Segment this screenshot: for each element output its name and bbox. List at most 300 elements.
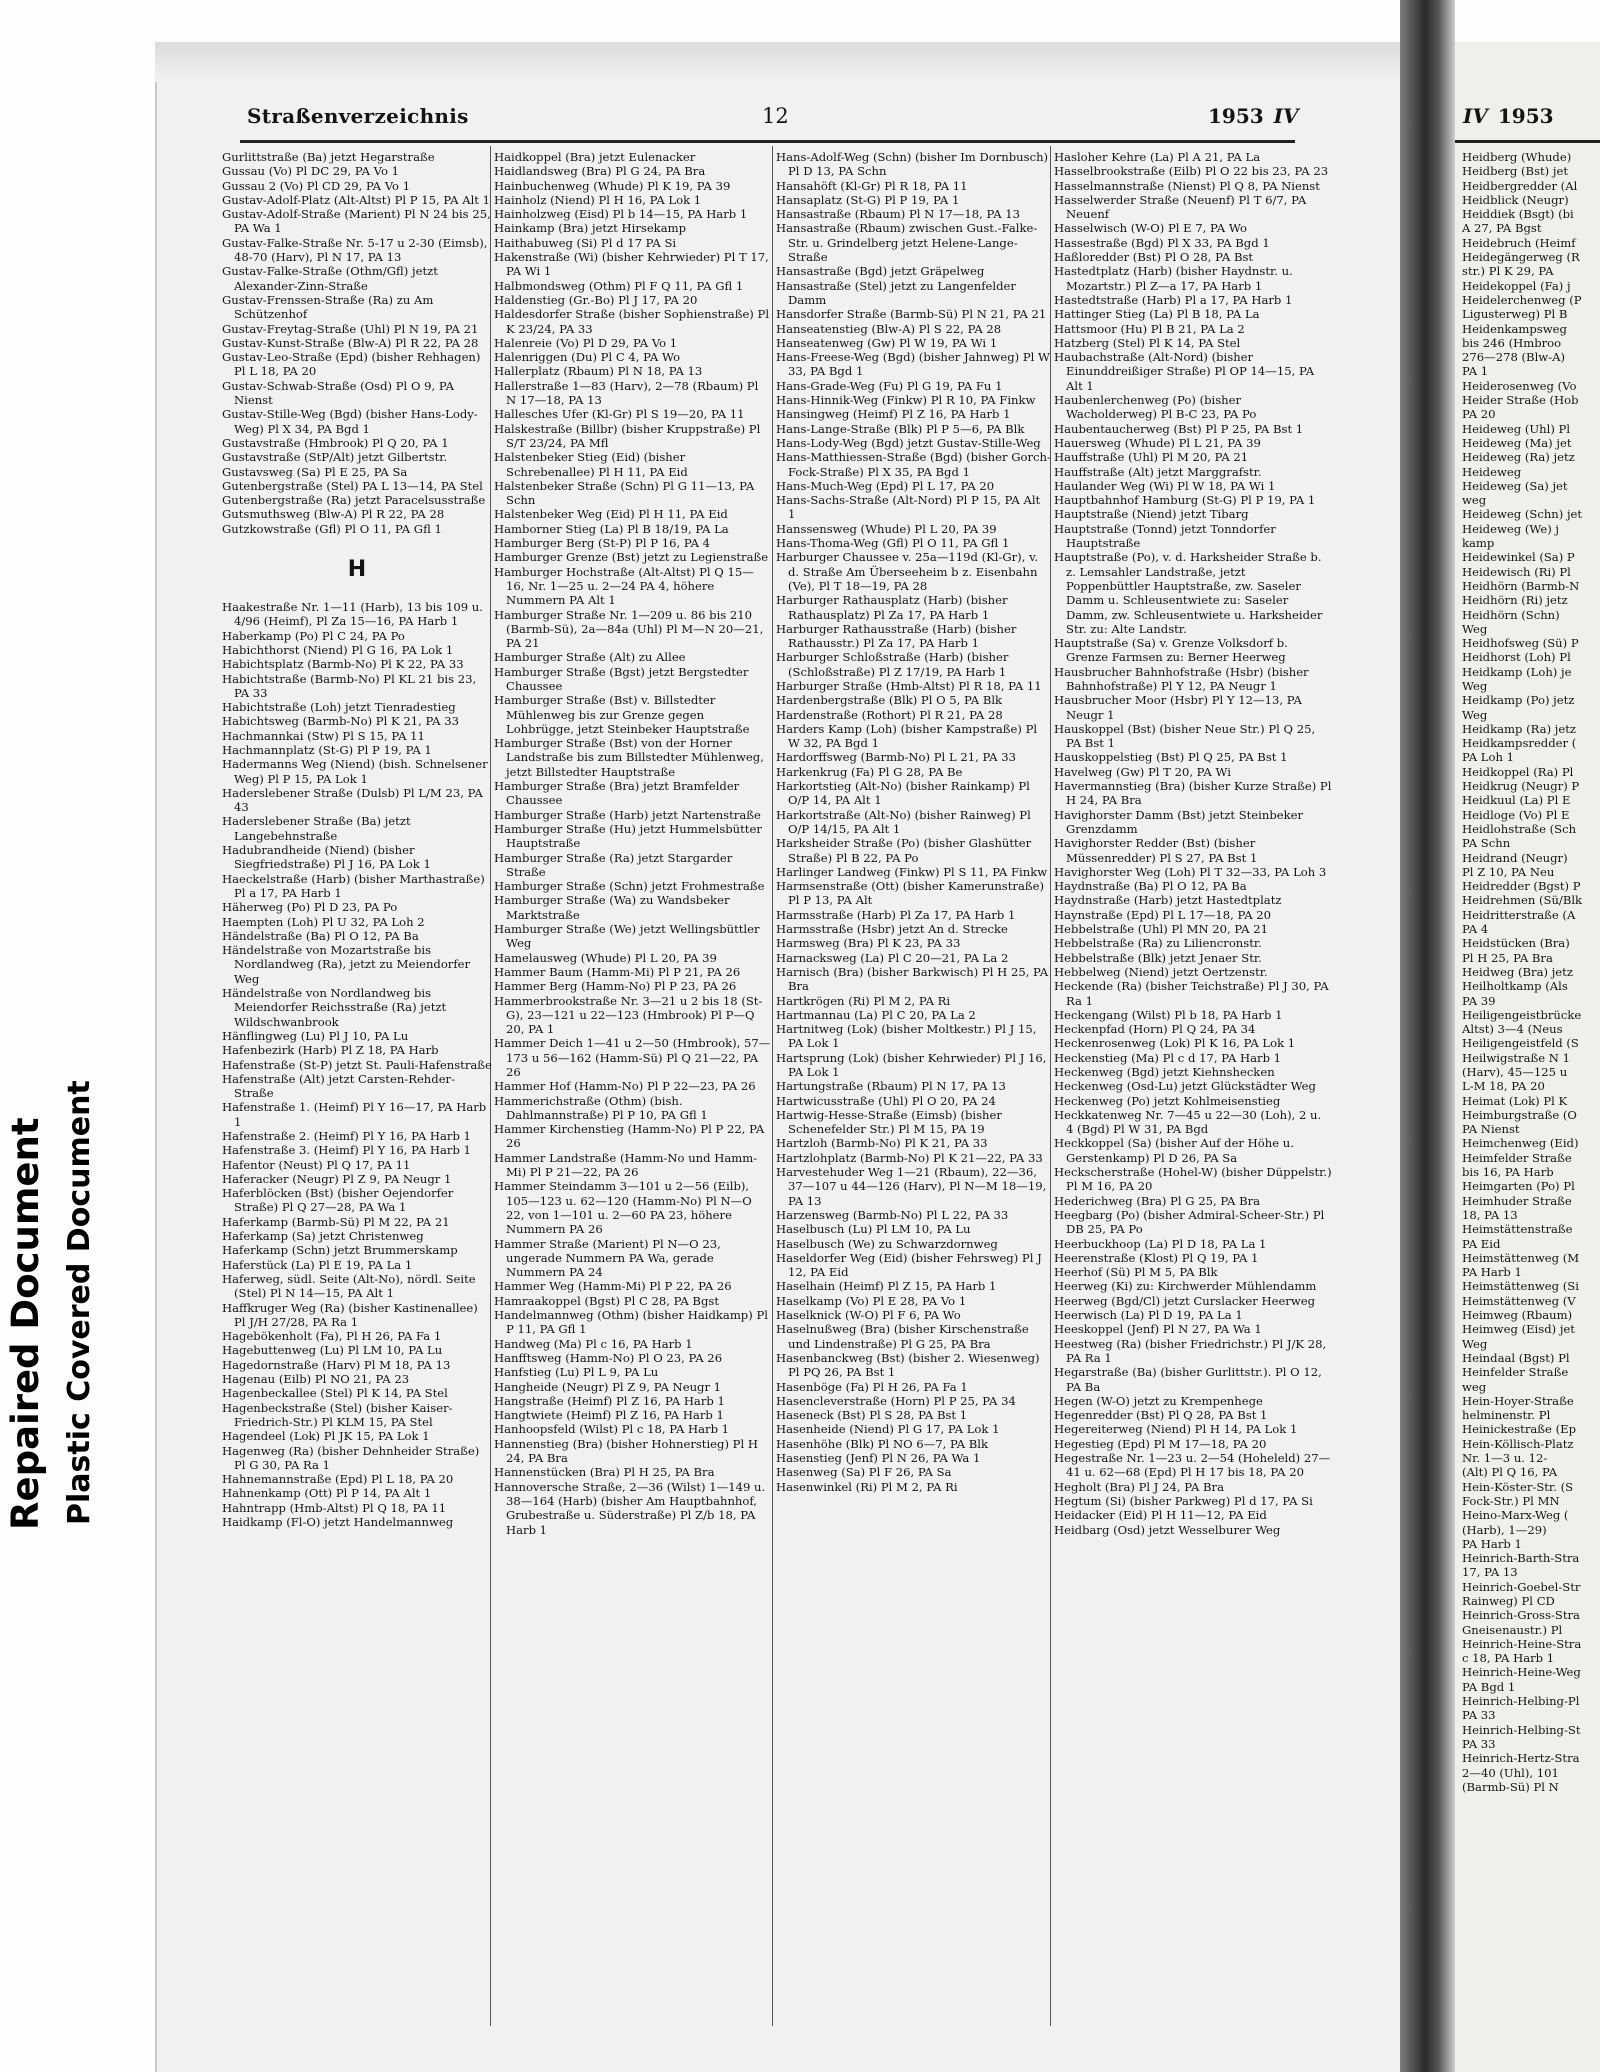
facing-page-entry: Heidstücken (Bra)	[1462, 936, 1570, 951]
street-entry: Hainholz (Niend) Pl H 16, PA Lok 1	[494, 192, 702, 207]
street-entry: Hallerplatz (Rbaum) Pl N 18, PA 13	[494, 364, 703, 379]
street-entry: Hauffstraße (Alt) jetzt Marggrafstr.	[1054, 464, 1262, 479]
facing-page-entry: Pl H 25, PA Bra	[1462, 950, 1553, 965]
facing-page-entry: 276—278 (Blw-A)	[1462, 350, 1566, 365]
street-entry: Harkenkrug (Fa) Pl G 28, PA Be	[776, 764, 963, 779]
facing-page-entry: PA Loh 1	[1462, 750, 1515, 765]
street-entry: Heerenstraße (Klost) Pl Q 19, PA 1	[1054, 1250, 1259, 1265]
facing-page-entry: Heidrand (Neugr)	[1462, 850, 1568, 865]
street-entry: Heckende (Ra) (bisher Teichstraße) Pl J 30, PA Ra 1	[1054, 979, 1329, 1008]
street-entry: Hansaplatz (St-G) Pl P 19, PA 1	[776, 192, 960, 207]
street-entry: Hamburger Straße (Bra) jetzt Bramfelder Chaussee	[494, 779, 740, 808]
street-entry: Hasselwisch (W-O) Pl E 7, PA Wo	[1054, 221, 1247, 236]
street-entry: Haselhain (Heimf) Pl Z 15, PA Harb 1	[776, 1279, 997, 1294]
street-entry: Haselkamp (Vo) Pl E 28, PA Vo 1	[776, 1293, 967, 1308]
street-entry: Haempten (Loh) Pl U 32, PA Loh 2	[222, 914, 425, 929]
facing-page-entry: Ligusterweg) Pl B	[1462, 307, 1568, 322]
facing-page-entry: str.) Pl K 29, PA	[1462, 264, 1554, 279]
street-entry: Hammerichstraße (Othm) (bish. Dahlmannstraße) Pl P 10, PA Gfl 1	[494, 1093, 708, 1122]
street-entry: Heerhof (Sü) Pl M 5, PA Blk	[1054, 1265, 1218, 1280]
street-entry: Halenriggen (Du) Pl C 4, PA Wo	[494, 350, 681, 365]
facing-page-entry: helminenstr. Pl	[1462, 1408, 1551, 1423]
street-entry: Hafenstraße (Alt) jetzt Carsten-Rehder-Straße	[222, 1071, 456, 1101]
street-column-2	[494, 150, 772, 2050]
street-entry: Hammer Hof (Hamm-No) Pl P 22—23, PA 26	[494, 1079, 756, 1094]
street-entry: Hangheide (Neugr) Pl Z 9, PA Neugr 1	[494, 1379, 722, 1394]
street-entry: Hansahöft (Kl-Gr) Pl R 18, PA 11	[776, 178, 968, 193]
street-entry: Hanssensweg (Whude) Pl L 20, PA 39	[776, 521, 997, 536]
street-entry: Hagenbeckallee (Stel) Pl K 14, PA Stel	[222, 1386, 448, 1401]
facing-page-entry: bis 246 (Hmbroo	[1462, 335, 1562, 350]
street-entry: Haferweg, südl. Seite (Alt-No), nördl. Seite (Stel) Pl N 14—15, PA Alt 1	[222, 1271, 476, 1301]
street-entry: Hammer Kirchenstieg (Hamm-No) Pl P 22, PA 26	[494, 1122, 765, 1151]
facing-page-entry: Heideweg (Uhl) Pl	[1462, 421, 1571, 436]
facing-page-entry: L-M 18, PA 20	[1462, 1079, 1545, 1094]
street-entry: Gustav-Leo-Straße (Epd) (bisher Rehhagen) Pl L 18, PA 20	[222, 350, 481, 379]
street-entry: Heeskoppel (Jenf) Pl N 27, PA Wa 1	[1054, 1322, 1262, 1337]
street-entry: Hegestieg (Epd) Pl M 17—18, PA 20	[1054, 1436, 1267, 1451]
facing-page-entry: Heinrich-Heine-Weg	[1462, 1665, 1581, 1680]
facing-page-entry: c 18, PA Harb 1	[1462, 1651, 1555, 1666]
facing-page-entry: kamp	[1462, 536, 1495, 551]
facing-page-entry: weg	[1462, 493, 1487, 508]
edition-year: 1953	[1208, 104, 1264, 128]
page-title: Straßenverzeichnis	[247, 104, 469, 128]
facing-page-entry: Rainweg) Pl CD	[1462, 1593, 1555, 1608]
street-entry: Hans-Lange-Straße (Blk) Pl P 5—6, PA Blk	[776, 421, 1025, 436]
facing-page-entry: PA 33	[1462, 1736, 1496, 1751]
street-entry: Haldesdorfer Straße (bisher Sophienstraße) Pl K 23/24, PA 33	[494, 307, 770, 336]
street-entry: Gustav-Frenssen-Straße (Ra) zu Am Schützenhof	[222, 292, 434, 322]
street-entry: Hamburger Straße (Wa) zu Wandsbeker Marktstraße	[494, 893, 730, 922]
street-entry: Harburger Chaussee v. 25a—119d (Kl-Gr), v. d. Straße Am Überseeheim b z. Eisenbahn (Ve), Pl T 18—19, PA 28	[776, 550, 1038, 593]
street-entry: Harvestehuder Weg 1—21 (Rbaum), 22—36, 37—107 u 44—126 (Harv), Pl N—M 18—19, PA 13	[776, 1165, 1047, 1208]
street-entry: Haubentaucherweg (Bst) Pl P 25, PA Bst 1	[1054, 421, 1304, 436]
street-entry: Harburger Rathausplatz (Harb) (bisher Rathausplatz) Pl Za 17, PA Harb 1	[776, 593, 1008, 622]
facing-page-entry: Heimchenweg (Eid)	[1462, 1136, 1579, 1151]
street-entry: Hammer Deich 1—41 u 2—50 (Hmbrook), 57—173 u 56—162 (Hamm-Sü) Pl Q 21—22, PA 26	[494, 1036, 771, 1079]
street-entry: Hauptstraße (Po), v. d. Harksheider Straße b. z. Lemsahler Landstraße, jetzt Poppenbüttler Hauptstraße, zw. Saseler Damm u. Schleusentwiete zu: Saseler Damm, zw. Schleusentwiete u. Harksheider Str. zu: Alte Landstr.	[1054, 550, 1323, 636]
street-entry: Hauptstraße (Niend) jetzt Tibarg	[1054, 507, 1249, 522]
street-entry: Heckengang (Wilst) Pl b 18, PA Harb 1	[1054, 1007, 1283, 1022]
facing-page-entry: 17, PA 13	[1462, 1565, 1518, 1580]
facing-page-entry: Heinrich-Hertz-Stra	[1462, 1751, 1580, 1766]
street-entry: Hagenbeckstraße (Stel) (bisher Kaiser-Friedrich-Str.) Pl KLM 15, PA Stel	[222, 1400, 453, 1429]
facing-page-entry: (Harv), 45—125 u	[1462, 1065, 1568, 1079]
street-entry: Hadubrandheide (Niend) (bisher Siegfriedstraße) Pl J 16, PA Lok 1	[222, 843, 431, 872]
facing-page-entry: Heidweg (Bra) jetz	[1462, 964, 1573, 979]
street-column-1	[222, 150, 492, 2050]
street-entry: Hattinger Stieg (La) Pl B 18, PA La	[1054, 307, 1260, 322]
street-entry: Habichthorst (Niend) Pl G 16, PA Lok 1	[222, 642, 454, 657]
street-entry: Hartzloh (Barmb-No) Pl K 21, PA 33	[776, 1136, 988, 1151]
street-entry: Heckkatenweg Nr. 7—45 u 22—30 (Loh), 2 u. 4 (Bgd) Pl W 31, PA Bgd	[1054, 1107, 1322, 1137]
facing-page-entry: PA 4	[1462, 922, 1489, 937]
street-entry: Gustav-Adolf-Straße (Marient) Pl N 24 bis 25, PA Wa 1	[222, 207, 491, 236]
street-entry: Hanfftsweg (Hamm-No) Pl O 23, PA 26	[494, 1350, 723, 1365]
facing-page-entry: Heidewisch (Ri) Pl	[1462, 564, 1571, 579]
facing-page-entry: Altst) 3—4 (Neus	[1462, 1022, 1563, 1037]
facing-page-entry: Heidblick (Neugr)	[1462, 192, 1569, 207]
street-entry: Händelstraße von Mozartstraße bis Nordlandweg (Ra), jetzt zu Meiendorfer Weg	[222, 943, 471, 986]
street-entry: Hans-Much-Weg (Epd) Pl L 17, PA 20	[776, 478, 995, 493]
street-entry: Gustav-Adolf-Platz (Alt-Altst) Pl P 15, PA Alt 1	[222, 192, 491, 207]
facing-page-entry: Heimstättenweg (V	[1462, 1293, 1576, 1308]
street-entry: Harmsenstraße (Ott) (bisher Kamerunstraße) Pl P 13, PA Alt	[776, 879, 1044, 908]
facing-page-entry: Heidbergredder (Al	[1462, 178, 1578, 193]
street-entry: Hamburger Straße (Schn) jetzt Frohmestraße	[494, 879, 765, 894]
street-entry: Halstenbeker Straße (Schn) Pl G 11—13, PA Schn	[494, 478, 755, 508]
facing-page-entry: (Harb), 1—29)	[1462, 1522, 1547, 1537]
street-entry: Haydnstraße (Harb) jetzt Hastedtplatz	[1054, 893, 1282, 908]
street-entry: Hasselbrookstraße (Eilb) Pl O 22 bis 23, PA 23	[1054, 164, 1329, 179]
street-entry: Hallesches Ufer (Kl-Gr) Pl S 19—20, PA 11	[494, 407, 745, 422]
street-entry: Hegestraße Nr. 1—23 u. 2—54 (Hoheleld) 27—41 u. 62—68 (Epd) Pl H 17 bis 18, PA 20	[1054, 1451, 1331, 1480]
street-entry: Hauskoppel (Bst) (bisher Neue Str.) Pl Q 25, PA Bst 1	[1054, 721, 1316, 751]
street-entry: Hartwicusstraße (Uhl) Pl O 20, PA 24	[776, 1093, 996, 1108]
street-entry: Hamburger Straße (Bgst) jetzt Bergstedter Chaussee	[494, 664, 749, 693]
street-entry: Harmsweg (Bra) Pl K 23, PA 33	[776, 936, 961, 951]
street-entry: Gutenbergstraße (Stel) PA L 13—14, PA Stel	[222, 478, 483, 493]
street-entry: Hafentor (Neust) Pl Q 17, PA 11	[222, 1157, 411, 1172]
street-entry: Hakenstraße (Wi) (bisher Kehrwieder) Pl T 17, PA Wi 1	[494, 250, 769, 279]
street-entry: Hartwig-Hesse-Straße (Eimsb) (bisher Schenefelder Str.) Pl M 15, PA 19	[776, 1107, 1002, 1137]
street-entry: Gustav-Falke-Straße (Othm/Gfl) jetzt Alexander-Zinn-Straße	[222, 264, 438, 293]
street-entry: Hammer Steindamm 3—101 u 2—56 (Eilb), 105—123 u. 62—120 (Hamm-No) Pl N—O 22, von 1—101 u. 2—60 PA 23, höhere Nummern PA 26	[494, 1179, 752, 1237]
facing-page-entry: A 27, PA Bgst	[1462, 221, 1542, 236]
street-entry: Hauffstraße (Uhl) Pl M 20, PA 21	[1054, 450, 1249, 465]
street-entry: Haderslebener Straße (Dulsb) Pl L/M 23, PA 43	[222, 785, 483, 815]
street-entry: Hans-Matthiessen-Straße (Bgd) (bisher Gorch-Fock-Straße) Pl X 35, PA Bgd 1	[776, 450, 1051, 479]
street-entry: Hanseatenweg (Gw) Pl W 19, PA Wi 1	[776, 335, 998, 350]
street-entry: Hartsprung (Lok) (bisher Kehrwieder) Pl J 16, PA Lok 1	[776, 1050, 1047, 1079]
street-entry: Hatzberg (Stel) Pl K 14, PA Stel	[1054, 335, 1241, 350]
street-entry: Hauptbahnhof Hamburg (St-G) Pl P 19, PA 1	[1054, 493, 1316, 508]
street-entry: Gutsmuthsweg (Blw-A) Pl R 22, PA 28	[222, 507, 445, 522]
street-entry: Hamburger Straße (Harb) jetzt Nartenstraße	[494, 807, 761, 822]
facing-page-entry: 2—40 (Uhl), 101	[1462, 1765, 1559, 1780]
facing-page-entry: Heindaal (Bgst) Pl	[1462, 1350, 1570, 1365]
facing-year: 1953	[1497, 104, 1554, 128]
street-entry: Gustavstraße (StP/Alt) jetzt Gilbertstr.	[222, 450, 448, 465]
street-entry: Halskestraße (Billbr) (bisher Kruppstraße) Pl S/T 23/24, PA Mfl	[494, 421, 761, 450]
street-entry: Habichtsweg (Barmb-No) Pl K 21, PA 33	[222, 714, 459, 729]
facing-page-entry: Heidekoppel (Fa) j	[1462, 278, 1571, 293]
column-divider	[772, 146, 773, 2026]
facing-page-entry: Heinrich-Helbing-St	[1462, 1722, 1581, 1737]
street-entry: Hafenstraße 2. (Heimf) Pl Y 16, PA Harb 1	[222, 1129, 471, 1143]
facing-page-entry: PA Eid	[1462, 1236, 1501, 1251]
edition-label	[1208, 104, 1299, 128]
street-entry: Hafenstraße 3. (Heimf) Pl Y 16, PA Harb 1	[222, 1143, 471, 1158]
street-entry: Heckenweg (Po) jetzt Kohlmeisenstieg	[1054, 1093, 1281, 1108]
street-entry: Gustav-Freytag-Straße (Uhl) Pl N 19, PA 21	[222, 321, 479, 336]
facing-page-entry: Heidkamp (Ra) jetz	[1462, 721, 1577, 736]
street-entry: Hannenstücken (Bra) Pl H 25, PA Bra	[494, 1465, 715, 1480]
facing-page-entry: Hein-Köster-Str. (S	[1462, 1479, 1574, 1494]
street-entry: Haferblöcken (Bst) (bisher Oejendorfer Straße) Pl Q 27—28, PA Wa 1	[222, 1186, 454, 1215]
street-entry: Hamborner Stieg (La) Pl B 18/19, PA La	[494, 521, 729, 536]
facing-page-entry: Heinrich-Goebel-Str	[1462, 1579, 1581, 1594]
street-entry: Hauersweg (Whude) Pl L 21, PA 39	[1054, 435, 1261, 450]
facing-page-entry: Heidrehmen (Sü/Blk	[1462, 893, 1583, 908]
facing-page-entry: weg	[1462, 1379, 1487, 1394]
street-entry: Hamburger Straße (Bst) v. Billstedter Mühlenweg bis zur Grenze gegen Lohbrügge, jetzt Steinbeker Hauptstraße	[494, 693, 750, 736]
facing-page-entry: PA 39	[1462, 993, 1496, 1008]
street-entry: Haynstraße (Epd) Pl L 17—18, PA 20	[1054, 907, 1272, 922]
street-entry: Hasenbanckweg (Bst) (bisher 2. Wiesenweg) Pl PQ 26, PA Bst 1	[776, 1350, 1040, 1380]
street-entry: Heckenrosenweg (Lok) Pl K 16, PA Lok 1	[1054, 1036, 1296, 1051]
street-entry: Haselbusch (We) zu Schwarzdornweg	[776, 1236, 998, 1251]
facing-page-entry: PA Bgd 1	[1462, 1679, 1516, 1694]
facing-page-entry: Nr. 1—3 u. 12-	[1462, 1451, 1548, 1466]
street-entry: Handelmannweg (Othm) (bisher Haidkamp) Pl P 11, PA Gfl 1	[494, 1308, 768, 1337]
street-entry: Harzensweg (Barmb-No) Pl L 22, PA 33	[776, 1207, 1009, 1222]
facing-page-entry: Pl Z 10, PA Neu	[1462, 864, 1555, 879]
street-entry: Handweg (Ma) Pl c 16, PA Harb 1	[494, 1336, 693, 1351]
street-entry: Hansastraße (Stel) jetzt zu Langenfelder Damm	[776, 278, 1016, 307]
facing-page-entry: PA Harb 1	[1462, 1536, 1522, 1551]
facing-page-entry: Weg	[1462, 621, 1488, 636]
street-entry: Hauptstraße (Sa) v. Grenze Volksdorf b. Grenze Farmsen zu: Berner Heerweg	[1054, 636, 1288, 665]
facing-page-entry: Weg	[1462, 678, 1488, 693]
street-entry: Hammer Landstraße (Hamm-No und Hamm-Mi) Pl P 21—22, PA 26	[494, 1150, 758, 1180]
street-entry: Haydnstraße (Ba) Pl O 12, PA Ba	[1054, 879, 1247, 894]
street-entry: Haferkamp (Barmb-Sü) Pl M 22, PA 21	[222, 1214, 450, 1229]
facing-page-entry: Heimburgstraße (O	[1462, 1107, 1577, 1122]
street-entry: Gurlittstraße (Ba) jetzt Hegarstraße	[222, 150, 435, 164]
street-entry: Hamburger Straße (Ra) jetzt Stargarder Straße	[494, 850, 733, 879]
facing-page-entry: Heimstättenweg (M	[1462, 1250, 1580, 1265]
facing-page-entry: Heimat (Lok) Pl K	[1462, 1093, 1568, 1108]
street-entry: Heerweg (Ki) zu: Kirchwerder Mühlendamm	[1054, 1279, 1317, 1294]
facing-page-entry: 18, PA 13	[1462, 1207, 1518, 1222]
facing-page-entry: Heidhofsweg (Sü) P	[1462, 636, 1579, 651]
facing-page-entry: Heidkuul (La) Pl E	[1462, 793, 1571, 808]
facing-page-entry: Heiligengeistfeld (S	[1462, 1036, 1579, 1051]
street-entry: Heidacker (Eid) Pl H 11—12, PA Eid	[1054, 1508, 1267, 1523]
street-entry: Hamburger Hochstraße (Alt-Altst) Pl Q 15—16, Nr. 1—25 u. 2—24 PA 4, höhere Nummern PA Alt 1	[494, 564, 754, 608]
street-entry: Haselnußweg (Bra) (bisher Kirschenstraße und Lindenstraße) Pl G 25, PA Bra	[776, 1322, 1029, 1351]
street-entry: Hainkamp (Bra) jetzt Hirsekamp	[494, 221, 687, 236]
facing-page-entry: Weg	[1462, 707, 1488, 722]
facing-page-entry: Heinrich-Heine-Stra	[1462, 1636, 1582, 1651]
street-entry: Hasenweg (Sa) Pl F 26, PA Sa	[776, 1465, 952, 1480]
street-entry: Hahntrapp (Hmb-Altst) Pl Q 18, PA 11	[222, 1500, 447, 1515]
facing-page-entry: Heidredder (Bgst) P	[1462, 879, 1581, 894]
page-number: 12	[762, 104, 789, 128]
facing-page-entry: Heider Straße (Hob	[1462, 393, 1579, 408]
street-entry: Harmsstraße (Harb) Pl Za 17, PA Harb 1	[776, 907, 1016, 922]
facing-page-entry: Heidhörn (Schn)	[1462, 607, 1560, 622]
street-entry: Hasenheide (Niend) Pl G 17, PA Lok 1	[776, 1422, 1000, 1437]
street-entry: Hammer Berg (Hamm-No) Pl P 23, PA 26	[494, 979, 737, 994]
facing-page-entry: Hein-Hoyer-Straße	[1462, 1393, 1574, 1408]
facing-page-entry: Heinfelder Straße	[1462, 1365, 1569, 1380]
street-entry: Gussau 2 (Vo) Pl CD 29, PA Vo 1	[222, 178, 411, 193]
street-entry: Havighorster Redder (Bst) (bisher Müssenredder) Pl S 27, PA Bst 1	[1054, 836, 1258, 865]
street-entry: Harnackswеg (La) Pl C 20—21, PA La 2	[776, 950, 1009, 965]
street-entry: Harburger Schloßstraße (Harb) (bisher (Schloßstraße) Pl Z 17/19, PA Harb 1	[776, 650, 1009, 679]
facing-page-entry: Heideweg (Ra) jetz	[1462, 450, 1575, 465]
street-entry: Haferkamp (Sa) jetzt Christenweg	[222, 1229, 424, 1244]
facing-page-header	[1463, 104, 1554, 128]
street-entry: Harburger Rathausstraße (Harb) (bisher Rathausstr.) Pl Za 17, PA Harb 1	[776, 621, 1017, 651]
street-entry: Händelstraße (Ba) Pl O 12, PA Ba	[222, 928, 419, 943]
street-entry: Hachmannplatz (St-G) Pl P 19, PA 1	[222, 742, 432, 757]
street-entry: Hans-Thoma-Weg (Gfl) Pl O 11, PA Gfl 1	[776, 536, 1010, 551]
street-entry: Hammer Weg (Hamm-Mi) Pl P 22, PA 26	[494, 1279, 732, 1294]
street-entry: Hamelausweg (Whude) Pl L 20, PA 39	[494, 950, 717, 965]
street-entry: Heestweg (Ra) (bisher Friedrichstr.) Pl J/K 28, PA Ra 1	[1054, 1336, 1327, 1365]
street-entry: Hannenstieg (Bra) (bisher Hohnerstieg) Pl H 24, PA Bra	[494, 1436, 758, 1466]
street-entry: Händelstraße von Nordlandweg bis Meiendorfer Reichsstraße (Ra) jetzt Wildschwanbrook	[222, 986, 447, 1029]
street-entry: Gutenbergstraße (Ra) jetzt Paracelsusstraße	[222, 493, 486, 508]
street-entry: Gustav-Kunst-Straße (Blw-A) Pl R 22, PA 28	[222, 335, 479, 350]
facing-page-entry: Heino-Marx-Weg (	[1462, 1508, 1569, 1523]
street-entry: Hederichweg (Bra) Pl G 25, PA Bra	[1054, 1193, 1261, 1208]
street-entry: Hagebuttenweg (Lu) Pl LM 10, PA Lu	[222, 1343, 443, 1358]
street-entry: Hans-Adolf-Weg (Schn) (bisher Im Dornbusch) Pl D 13, PA Schn	[776, 150, 1049, 179]
facing-page-entry: Weg	[1462, 1336, 1488, 1351]
street-column-4	[1054, 150, 1332, 2050]
street-column-3	[776, 150, 1051, 2050]
street-entry: Hainbuchenweg (Whude) Pl K 19, PA 39	[494, 178, 731, 193]
facing-page-entry: Heiderosenweg (Vo	[1462, 378, 1577, 393]
street-entry: Habichtstraße (Barmb-No) Pl KL 21 bis 23, PA 33	[222, 671, 477, 700]
street-entry: Gustav-Stille-Weg (Bgd) (bisher Hans-Lody-Weg) Pl X 34, PA Bgd 1	[222, 407, 478, 436]
facing-page-entry: PA Nienst	[1462, 1122, 1520, 1137]
facing-page-entry: Heimfelder Straße	[1462, 1150, 1572, 1165]
street-entry: Heckscherstraße (Hohel-W) (bisher Düppelstr.) Pl M 16, PA 20	[1054, 1165, 1332, 1194]
facing-page-entry: Heidloge (Vo) Pl E	[1462, 807, 1570, 822]
facing-page-entry: Heidberg (Bst) jet	[1462, 164, 1569, 179]
plastic-covered-stamp: Plastic Covered Document	[62, 1080, 97, 1525]
street-entry: Hamraakoppel (Bgst) Pl C 28, PA Bgst	[494, 1293, 719, 1308]
street-entry: Hagenweg (Ra) (bisher Dehnheider Straße) Pl G 30, PA Ra 1	[222, 1443, 480, 1472]
street-entry: Hamburger Grenze (Bst) jetzt zu Legienstraße	[494, 550, 769, 565]
street-entry: Harksheider Straße (Po) (bisher Glashütter Straße) Pl B 22, PA Po	[776, 836, 1032, 865]
facing-page-entry: Heidkrug (Neugr) P	[1462, 779, 1580, 794]
street-entry: Harnisch (Bra) (bisher Barkwisch) Pl H 25, PA Bra	[776, 964, 1049, 994]
facing-page-entry: Heidelerchenweg (P	[1462, 292, 1582, 307]
facing-page-entry: Heideweg (Sa) jet	[1462, 478, 1568, 493]
facing-page-entry: PA Harb 1	[1462, 1265, 1522, 1280]
street-entry: Haßloredder (Bst) Pl O 28, PA Bst	[1054, 250, 1254, 265]
street-entry: Hegholt (Bra) Pl J 24, PA Bra	[1054, 1479, 1225, 1494]
street-entry: Hauskoppelstieg (Bst) Pl Q 25, PA Bst 1	[1054, 750, 1288, 765]
street-entry: Hangtwiete (Heimf) Pl Z 16, PA Harb 1	[494, 1408, 724, 1423]
facing-page-entry: Heideweg (We) j	[1462, 521, 1560, 536]
repaired-document-stamp: Repaired Document	[4, 1117, 47, 1530]
facing-page-entry: PA 33	[1462, 1708, 1496, 1723]
street-entry: Hannoversche Straße, 2—36 (Wilst) 1—149 u. 38—164 (Harb) (bisher Am Hauptbahnhof, Grubestraße u. Süderstraße) Pl Z/b 18, PA Harb 1	[494, 1479, 766, 1537]
facing-page-entry: Heinrich-Gross-Stra	[1462, 1608, 1580, 1623]
street-entry: Hartungstraße (Rbaum) Pl N 17, PA 13	[776, 1079, 1006, 1094]
street-entry: Hebbelstraße (Uhl) Pl MN 20, PA 21	[1054, 922, 1268, 937]
street-entry: Hans-Freese-Weg (Bgd) (bisher Jahnweg) Pl W 33, PA Bgd 1	[776, 350, 1050, 379]
street-entry: Haidkamp (Fl-O) jetzt Handelmannweg	[222, 1515, 454, 1530]
street-entry: Hasenstieg (Jenf) Pl N 26, PA Wa 1	[776, 1451, 981, 1466]
street-entry: Gustav-Falke-Straße Nr. 5-17 u 2-30 (Eimsb), 48-70 (Harv), Pl N 17, PA 13	[222, 235, 488, 265]
facing-page-entry: Heimhuder Straße	[1462, 1193, 1572, 1208]
facing-page-entry: Heinrich-Barth-Stra	[1462, 1551, 1580, 1566]
street-entry: Hans-Grade-Weg (Fu) Pl G 19, PA Fu 1	[776, 378, 1003, 393]
street-entry: Halenreie (Vo) Pl D 29, PA Vo 1	[494, 335, 678, 350]
street-entry: Hahnemannstraße (Epd) Pl L 18, PA 20	[222, 1472, 454, 1487]
street-entry: Haferstück (La) Pl E 19, PA La 1	[222, 1257, 413, 1272]
street-entry: Heegbarg (Po) (bisher Admiral-Scheer-Str.) Pl DB 25, PA Po	[1054, 1207, 1325, 1237]
facing-page-entry: Heidhorst (Loh) Pl	[1462, 650, 1571, 665]
street-entry: Hafenbezirk (Harb) Pl Z 18, PA Harb	[222, 1043, 439, 1058]
street-entry: Harlinger Landweg (Finkw) Pl S 11, PA Finkw	[776, 864, 1048, 879]
facing-page-entry: Heimstättenweg (Si	[1462, 1279, 1579, 1294]
facing-page-entry: Hein-Köllisch-Platz	[1462, 1436, 1574, 1451]
street-entry: Hasselwerder Straße (Neuenf) Pl T 6/7, PA Neuenf	[1054, 192, 1307, 222]
street-entry: Hagebökenholt (Fa), Pl H 26, PA Fa 1	[222, 1329, 442, 1344]
street-entry: Haidkoppel (Bra) jetzt Eulenacker	[494, 150, 696, 164]
street-entry: Heerwisch (La) Pl D 19, PA La 1	[1054, 1308, 1243, 1323]
street-entry: Havighorster Damm (Bst) jetzt Steinbeker Grenzdamm	[1054, 807, 1304, 836]
facing-page-entry: Heideweg	[1462, 464, 1522, 479]
street-entry: Hasenhöhe (Blk) Pl NO 6—7, PA Blk	[776, 1436, 989, 1451]
facing-page-entry: PA Schn	[1462, 836, 1511, 851]
facing-page-entry: (Alt) Pl Q 16, PA	[1462, 1465, 1558, 1480]
street-entry: Hebbelstraße (Blk) jetzt Jenaer Str.	[1054, 950, 1262, 965]
street-entry: Hans-Sachs-Straße (Alt-Nord) Pl P 15, PA Alt 1	[776, 493, 1041, 522]
facing-page-entry: Heidenkampsweg	[1462, 321, 1567, 336]
street-entry: Hauptstraße (Tonnd) jetzt Tonndorfer Hauptstraße	[1054, 521, 1276, 551]
street-entry: Hassestraße (Bgd) Pl X 33, PA Bgd 1	[1054, 235, 1270, 250]
facing-page-entry: Gneisenaustr.) Pl	[1462, 1622, 1563, 1637]
street-entry: Haeckelstraße (Harb) (bisher Marthastraße) Pl a 17, PA Harb 1	[222, 871, 485, 900]
street-entry: Hegenredder (Bst) Pl Q 28, PA Bst 1	[1054, 1408, 1268, 1423]
street-entry: Hansingweg (Heimf) Pl Z 16, PA Harb 1	[776, 407, 1011, 422]
street-entry: Hattsmoor (Hu) Pl B 21, PA La 2	[1054, 321, 1245, 336]
street-entry: Haffkruger Weg (Ra) (bisher Kastinenallee) Pl J/H 27/28, PA Ra 1	[222, 1300, 478, 1329]
facing-page-entry: Heideweg (Schn) jet	[1462, 507, 1583, 522]
facing-page-entry: bis 16, PA Harb	[1462, 1165, 1554, 1180]
street-entry: Heckenstieg (Ma) Pl c d 17, PA Harb 1	[1054, 1050, 1282, 1065]
street-entry: Hardorffsweg (Barmb-No) Pl L 21, PA 33	[776, 750, 1016, 765]
facing-page-entry: Heimweg (Eisd) jet	[1462, 1322, 1575, 1337]
street-entry: Haidlandsweg (Bra) Pl G 24, PA Bra	[494, 164, 706, 179]
street-entry: Hansastraße (Bgd) jetzt Gräpelweg	[776, 264, 985, 279]
street-entry: Hartnitweg (Lok) (bisher Moltkestr.) Pl J 15, PA Lok 1	[776, 1022, 1037, 1051]
facing-page-entry: Heidkamp (Po) jetz	[1462, 693, 1575, 708]
street-entry: Halstenbeker Stieg (Eid) (bisher Schrebenallee) Pl H 11, PA Eid	[494, 450, 688, 479]
street-entry: Hänflingweg (Lu) Pl J 10, PA Lu	[222, 1028, 409, 1043]
facing-page-entry: Heidhörn (Ri) jetz	[1462, 593, 1568, 608]
street-entry: Hamburger Straße (Bst) von der Horner Landstraße bis zum Billstedter Mühlenweg, jetzt Billstedter Hauptstraße	[494, 736, 764, 779]
street-entry: Hasselmannstraße (Nienst) Pl Q 8, PA Nienst	[1054, 178, 1320, 193]
book-gutter	[1400, 0, 1455, 2072]
edition-issue: IV	[1273, 104, 1299, 128]
street-entry: Gustav-Schwab-Straße (Osd) Pl O 9, PA Nienst	[222, 378, 454, 408]
street-entry: Heidbarg (Osd) jetzt Wesselburer Weg	[1054, 1522, 1281, 1537]
street-entry: Hastedtstraße (Harb) Pl a 17, PA Harb 1	[1054, 292, 1293, 307]
street-entry: Hans-Lody-Weg (Bgd) jetzt Gustav-Stille-Weg	[776, 435, 1041, 450]
street-entry: Hagenau (Eilb) Pl NO 21, PA 23	[222, 1372, 410, 1387]
scan-shadow	[155, 42, 1400, 82]
street-entry: Gustavstraße (Hmbrook) Pl Q 20, PA 1	[222, 435, 449, 450]
facing-page-entry: Heinrich-Helbing-Pl	[1462, 1694, 1580, 1709]
street-entry: Hanhoopsfeld (Wilst) Pl c 18, PA Harb 1	[494, 1422, 730, 1437]
street-entry: Hastedtplatz (Harb) (bisher Haydnstr. u. Mozartstr.) Pl Z—a 17, PA Harb 1	[1054, 264, 1293, 293]
street-entry: Haseldorfer Weg (Eid) (bisher Fehrsweg) Pl J 12, PA Eid	[776, 1250, 1042, 1280]
street-entry: Hamburger Berg (St-P) Pl P 16, PA 4	[494, 536, 711, 551]
street-entry: Haferkamp (Schn) jetzt Brummerskamp	[222, 1243, 458, 1258]
